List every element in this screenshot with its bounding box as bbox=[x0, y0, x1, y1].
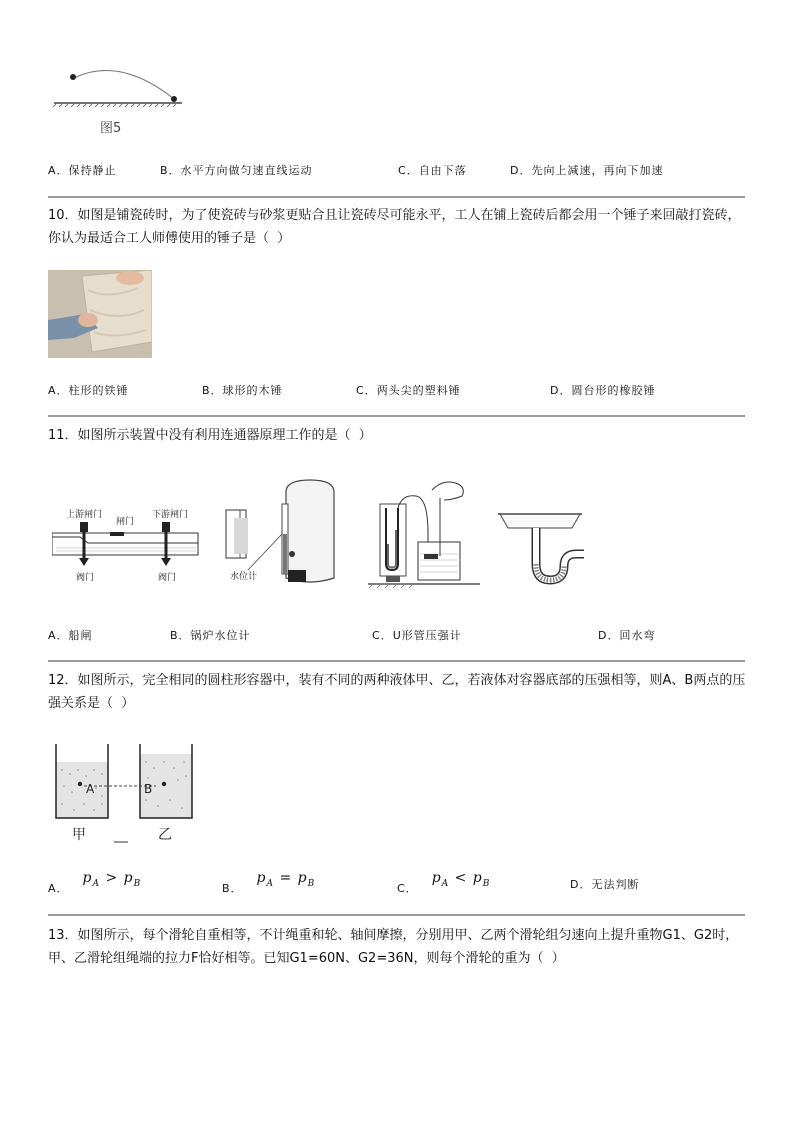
valve-left-label: 阀门 bbox=[76, 573, 95, 583]
ball-end bbox=[171, 96, 177, 102]
q11-stem: 11．如图所示装置中没有利用连通器原理工作的是（ ） bbox=[48, 428, 372, 443]
divider bbox=[48, 196, 745, 198]
q12-option-a[interactable]: A．$p_A > p_B$ bbox=[48, 870, 142, 895]
q9-option-c[interactable]: C．自由下落 bbox=[398, 164, 467, 177]
valve-right-label: 阀门 bbox=[158, 573, 177, 583]
q12-option-d[interactable]: D．无法判断 bbox=[570, 878, 640, 891]
q11-option-c[interactable]: C．U形管压强计 bbox=[372, 629, 462, 642]
q11-figure-boiler bbox=[220, 474, 340, 589]
q10-option-b[interactable]: B．球形的木锤 bbox=[202, 384, 283, 397]
q12-figure-containers bbox=[52, 740, 202, 845]
upstream-gate-label: 上游闸门 bbox=[66, 510, 103, 520]
downstream-gate-label: 下游闸门 bbox=[152, 510, 189, 520]
lock-gate-label: 闸门 bbox=[116, 517, 135, 527]
container-jia-label: 甲 bbox=[72, 827, 86, 843]
q9-option-a[interactable]: A．保持静止 bbox=[48, 164, 117, 177]
divider bbox=[48, 660, 745, 662]
divider bbox=[48, 415, 745, 417]
q11-figure-sink-trap bbox=[496, 508, 586, 588]
figure-5-label: 图5 bbox=[100, 121, 122, 136]
q11-option-a[interactable]: A．船闸 bbox=[48, 629, 93, 642]
ball-start bbox=[70, 74, 76, 80]
water-gauge-label: 水位计 bbox=[230, 572, 258, 582]
q10-tile-photo bbox=[48, 270, 152, 358]
q11-option-d[interactable]: D．回水弯 bbox=[598, 629, 656, 642]
ground-hatch bbox=[53, 104, 176, 107]
q10-stem: 10．如图是铺瓷砖时，为了使瓷砖与砂浆更贴合且让瓷砖尽可能永平，工人在铺上瓷砖后都会用一个锤子来回敲打瓷砖，你认为最适合工人师傅使用的锤子是（ ） bbox=[48, 208, 741, 246]
point-b-label: B bbox=[144, 782, 153, 796]
q13-stem: 13．如图所示，每个滑轮自重相等，不计绳重和轮、轴间摩擦，分别用甲、乙两个滑轮组匀速向上提升重物G1、G2时，甲、乙滑轮组绳端的拉力F恰好相等。已知G1=60N、G2=36N，则每个滑轮的重为（ ） bbox=[48, 928, 739, 966]
point-a-label: A bbox=[86, 782, 95, 796]
q9-option-b[interactable]: B．水平方向做匀速直线运动 bbox=[160, 164, 313, 177]
trajectory-curve bbox=[74, 71, 174, 99]
q10-option-d[interactable]: D．圆台形的橡胶锤 bbox=[550, 384, 656, 397]
q12-stem: 12．如图所示，完全相同的圆柱形容器中，装有不同的两种液体甲、乙，若液体对容器底部的压强相等，则A、B两点的压强关系是（ ） bbox=[48, 673, 746, 711]
q10-option-a[interactable]: A．柱形的铁锤 bbox=[48, 384, 129, 397]
q11-option-b[interactable]: B．锅炉水位计 bbox=[170, 629, 251, 642]
divider bbox=[48, 914, 745, 916]
container-yi-label: 乙 bbox=[158, 827, 172, 843]
q12-option-c[interactable]: C．$p_A < p_B$ bbox=[397, 870, 491, 895]
q10-option-c[interactable]: C．两头尖的塑料锤 bbox=[356, 384, 461, 397]
q12-option-b[interactable]: B．$p_A = p_B$ bbox=[222, 870, 316, 895]
q9-option-d[interactable]: D．先向上减速，再向下加速 bbox=[510, 164, 664, 177]
figure-5 bbox=[50, 62, 190, 140]
q11-figure-u-tube bbox=[368, 474, 480, 589]
q11-figure-ship-lock bbox=[52, 500, 202, 588]
